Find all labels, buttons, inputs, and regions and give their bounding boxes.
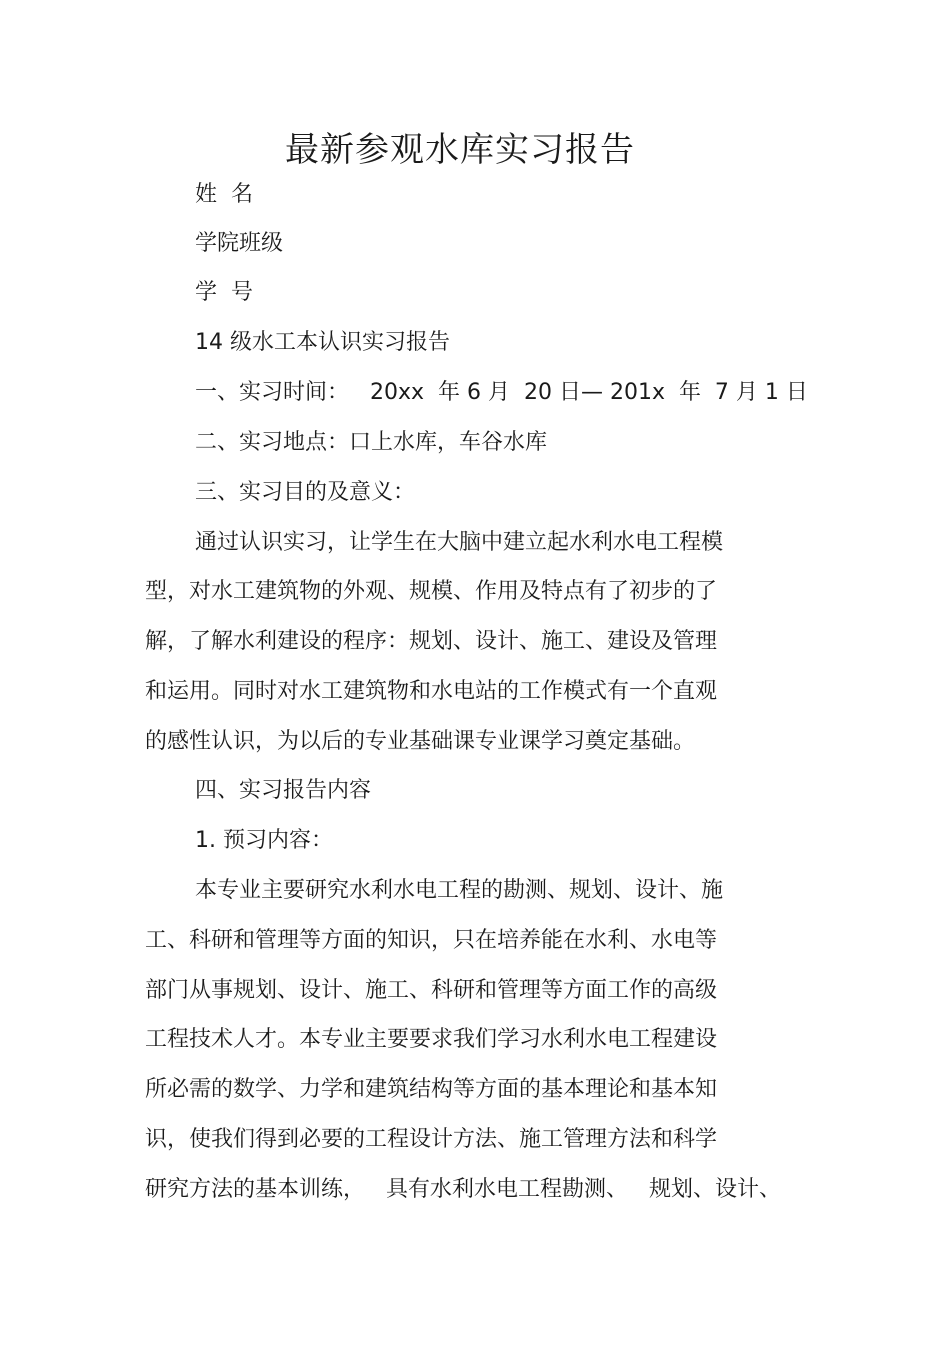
internship-time: 一、实习时间： 20xx 年 6 月 20 日— 201x 年 7 月 1 日 (195, 380, 808, 405)
purpose-paragraph-line: 和运用。同时对水工建筑物和水电站的工作模式有一个直观 (145, 679, 718, 704)
content-paragraph-line: 研究方法的基本训练， 具有水利水电工程勘测、 规划、设计、 (145, 1177, 781, 1202)
report-subtitle: 14 级水工本认识实习报告 (195, 330, 450, 355)
purpose-heading: 三、实习目的及意义： (195, 480, 416, 505)
document-title: 最新参观水库实习报告 (285, 130, 635, 170)
name-field-label: 姓 名 (195, 182, 253, 207)
purpose-paragraph-line: 解，了解水利建设的程序：规划、设计、施工、建设及管理 (145, 629, 718, 654)
content-paragraph-line: 所必需的数学、力学和建筑结构等方面的基本理论和基本知 (145, 1077, 718, 1102)
college-class-field-label: 学院班级 (195, 231, 284, 256)
subsection-1-heading: 1. 预习内容： (195, 828, 333, 853)
purpose-paragraph-line: 通过认识实习，让学生在大脑中建立起水利水电工程模 (195, 530, 724, 555)
student-id-field-label: 学 号 (195, 280, 253, 305)
section-4-heading: 四、实习报告内容 (195, 778, 372, 803)
content-paragraph-line: 部门从事规划、设计、施工、科研和管理等方面工作的高级 (145, 978, 718, 1003)
content-paragraph-line: 识，使我们得到必要的工程设计方法、施工管理方法和科学 (145, 1127, 718, 1152)
content-paragraph-line: 本专业主要研究水利水电工程的勘测、规划、设计、施 (195, 878, 724, 903)
purpose-paragraph-line: 的感性认识，为以后的专业基础课专业课学习奠定基础。 (145, 729, 696, 754)
content-paragraph-line: 工程技术人才。本专业主要要求我们学习水利水电工程建设 (145, 1027, 718, 1052)
purpose-paragraph-line: 型，对水工建筑物的外观、规模、作用及特点有了初步的了 (145, 579, 718, 604)
internship-location: 二、实习地点：口上水库，车谷水库 (195, 430, 548, 455)
content-paragraph-line: 工、科研和管理等方面的知识，只在培养能在水利、水电等 (145, 928, 718, 953)
